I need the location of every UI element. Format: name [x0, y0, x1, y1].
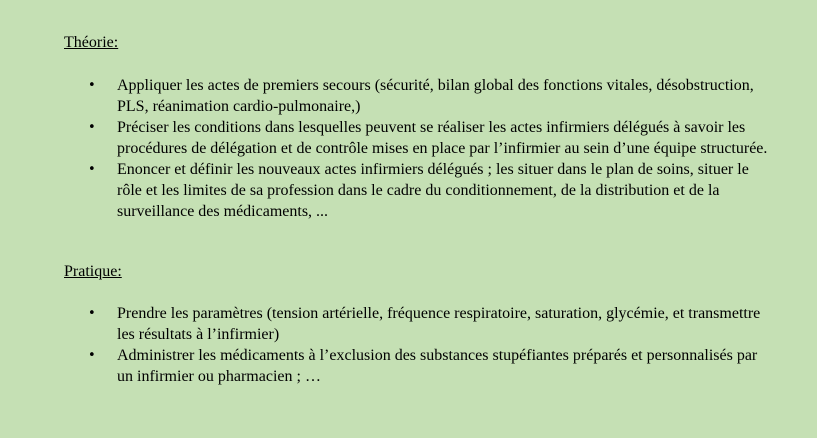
bullet-icon: • [88, 78, 96, 93]
list-item-text: Prendre les paramètres (tension artérielle, fréquence respiratoire, saturation, glycémie, et transmettre les résultats à l’infirmier) [117, 305, 761, 343]
list-item [0, 303, 777, 345]
list-item-text: Administrer les médicaments à l’exclusion des substances stupéfiantes préparés et personnalisés par un infirmier ou pharmacien ; … [117, 347, 758, 385]
section-heading-theorie: Théorie: [64, 34, 119, 51]
list-item [0, 117, 777, 159]
section-heading-pratique: Pratique: [64, 263, 122, 280]
bullet-icon: • [88, 120, 96, 135]
theorie-bullet-list [0, 75, 777, 222]
bullet-icon: • [88, 162, 96, 177]
list-item [0, 75, 777, 117]
bullet-icon: • [88, 348, 96, 363]
list-item [0, 159, 777, 222]
pratique-bullet-list [0, 303, 777, 387]
list-item-text: Appliquer les actes de premiers secours (sécurité, bilan global des fonctions vitales, désobstruction, PLS, réanimation cardio-pulmonaire,) [117, 77, 754, 115]
list-item [0, 345, 777, 387]
bullet-icon: • [88, 306, 96, 321]
list-item-text: Enoncer et définir les nouveaux actes infirmiers délégués ; les situer dans le plan de soins, situer le rôle et les limites de sa profession dans le cadre du conditionnement, de la distribution et de la surveillance des médicaments, ... [117, 161, 749, 220]
list-item-text: Préciser les conditions dans lesquelles peuvent se réaliser les actes infirmiers délégués à savoir les procédures de délégation et de contrôle mises en place par l’infirmier au sein d’une équipe structurée. [117, 119, 768, 157]
